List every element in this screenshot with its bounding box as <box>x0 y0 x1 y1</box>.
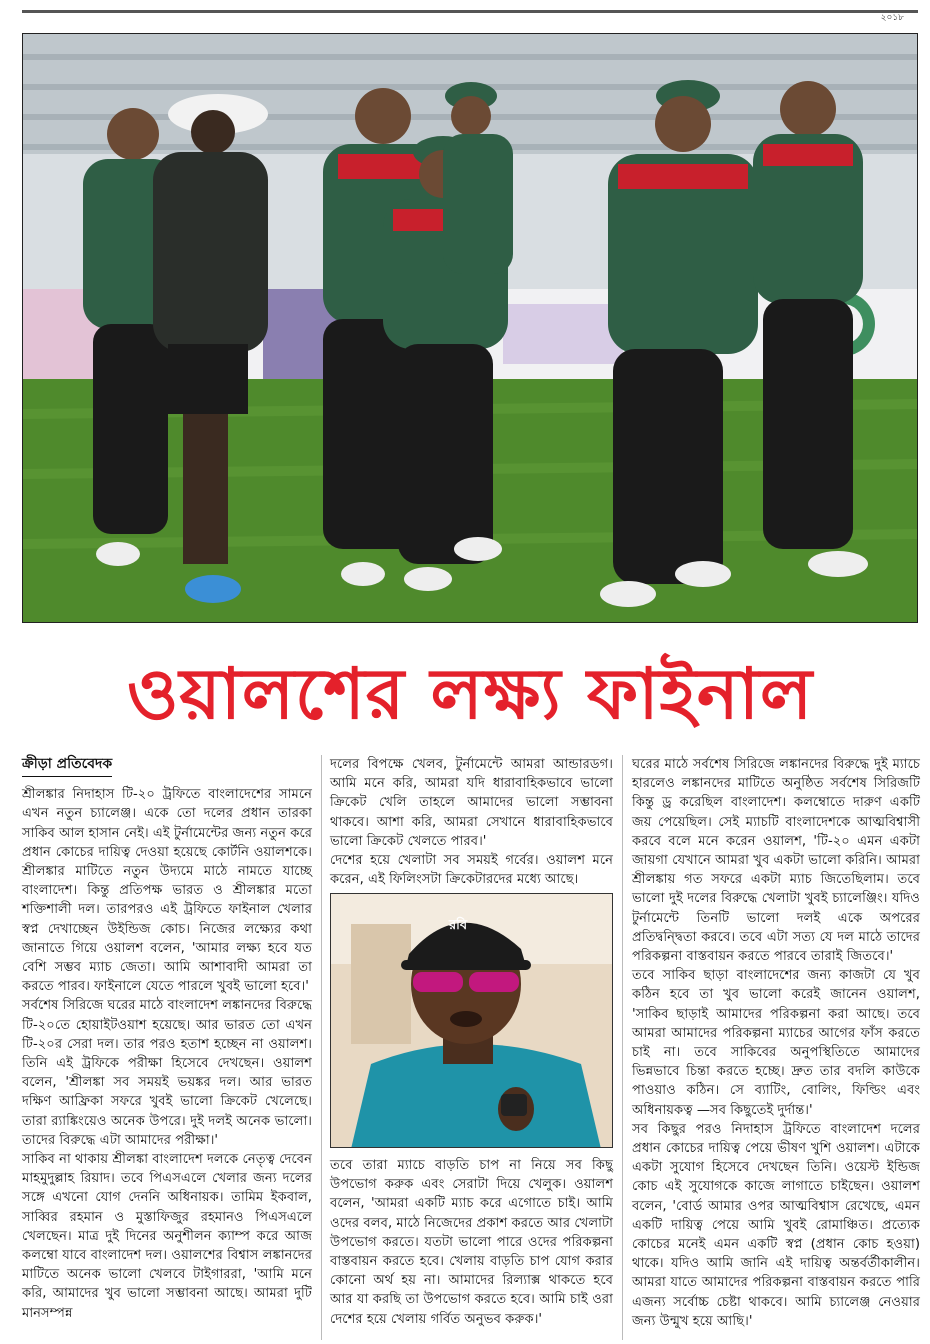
col2-paragraph: তবে তারা ম্যাচে বাড়তি চাপ না নিয়ে সব কিছু উপভোগ করুক এবং সেরাটা দিয়ে খেলুক। ওয়ালশ বলেন, 'আমরা একটি ম্যাচ করে এগোতে চাই। আমি ওদের বলব, মাঠে নিজেদের প্রকাশ করতে আর খেলাটা উপভোগ করতে। যতটা ভালো পারে ওদের পরিকল্পনা বাস্তবায়ন করতে হবে। খেলায় বাড়তি চাপ যোগ করার কোনো অর্থ হয় না। আমাদের রিল্যাক্স থাকতে হবে আর যা করছি তা উপভোগ করতে হবে। আমি চাই ওরা দেশের হয়ে খেলায় গর্বিত অনুভব করুক।' <box>330 1158 613 1327</box>
article-column-1 <box>22 755 312 1323</box>
team-training-photo <box>22 33 918 623</box>
headline: ওয়ালশের লক্ষ্য ফাইনাল <box>126 653 814 735</box>
article-column-2-top <box>330 755 613 889</box>
col1-paragraph: শ্রীলঙ্কার নিদাহাস টি-২০ ট্রফিতে বাংলাদেশের সামনে এখন নতুন চ্যালেঞ্জ। একে তো দলের প্রধান তারকা সাকিব আল হাসান নেই। এই টুর্নামেন্টের জন্য নতুন করে প্রধান কোচের দায়িত্ব দেওয়া হয়েছে কোর্টনি ওয়ালশকে। শ্রীলঙ্কার মাটিতে নতুন উদ্যমে মাঠে নামতে যাচ্ছে বাংলাদেশ। কিন্তু প্রতিপক্ষ ভারত ও শ্রীলঙ্কার মতো শক্তিশালী দল। তারপরও এই ট্রফিতে ফাইনাল খেলার স্বপ্ন দেখাচ্ছেন উইন্ডিজ কোচ। নিজের লক্ষ্যের কথা জানাতে গিয়ে ওয়ালশ বলেন, 'আমার লক্ষ্য হবে যত বেশি সম্ভব ম্যাচ জেতা। আমি আশাবাদী আমরা তা করতে পারব। ফাইনালে যেতে পারলে খুবই ভালো হবে।' <box>22 787 312 995</box>
inset-illustration <box>331 894 613 1148</box>
article-column-3 <box>632 755 920 1331</box>
photo-illustration <box>23 34 918 623</box>
article-column-2-bottom <box>330 1156 613 1329</box>
col1-paragraph: সর্বশেষ সিরিজে ঘরের মাঠে বাংলাদেশ লঙ্কানদের বিরুদ্ধে টি-২০তে হোয়াইটওয়াশ হয়েছে। আর ভারত তো এখন টি-২০র সেরা দল। তার পরও হতাশ হচ্ছেন না ওয়ালশ। তিনি এই ট্রফিকে পরীক্ষা হিসেবে দেখছেন। ওয়ালশ বলেন, 'শ্রীলঙ্কা সব সময়ই ভয়ঙ্কর দল। আর ভারত দক্ষিণ আফ্রিকা সফরে খুবই ভালো ক্রিকেট খেলেছে। তারা র‌্যাঙ্কিংয়েও অনেক উপরে। দুই দলই অনেক ভালো। তাদের বিরুদ্ধে এটা আমাদের পরীক্ষা।' <box>22 998 312 1148</box>
col2-paragraph: দেশের হয়ে খেলাটা সব সময়ই গর্বের। ওয়ালশ মনে করেন, এই ফিলিংসটা ক্রিকেটারদের মধ্যে আছে। <box>330 853 613 888</box>
col3-paragraph: সব কিছুর পরও নিদাহাস ট্রফিতে বাংলাদেশ দলের প্রধান কোচের দায়িত্ব পেয়ে ভীষণ খুশি ওয়ালশ। এটাকে একটা সুযোগ হিসেবে দেখছেন তিনি। ওয়েস্ট ইন্ডিজ কোচ এই সুযোগকে কাজে লাগাতে চাইছেন। ওয়ালশ বলেন, 'বোর্ড আমার ওপর আত্মবিশ্বাস রেখেছে, এমন একটি দায়িত্ব পেয়ে আমি খুবই রোমাঞ্চিত। প্রত্যেক কোচের মনেই এমন একটি স্বপ্ন (প্রধান কোচ হওয়া) থাকে। যদিও আমি জানি এই দায়িত্ব অন্তর্বর্তীকালীন। আমরা যাতে আমাদের পরিকল্পনা বাস্তবায়ন করতে পারি এজন্য সর্বোচ্চ চেষ্টা থাকবে। আমি চ্যালেঞ্জ নেওয়ার জন্য উন্মুখ হয়ে আছি।' <box>632 1121 920 1329</box>
col3-paragraph: তবে সাকিব ছাড়া বাংলাদেশের জন্য কাজটা যে খুব কঠিন হবে তা খুব ভালো করেই জানেন ওয়ালশ, 'সাকিব ছাড়াই আমাদের পরিকল্পনা করা আছে। তবে আমরা আমাদের পরিকল্পনা ম্যাচের আগের ফাঁস করতে চাই না। তবে সাকিবের অনুপস্থিতিতে আমাদের ভিন্নভাবে চিন্তা করতে হচ্ছে। দ্রুত তার বদলি কাউকে পাওয়াও কঠিন। সে ব্যাটিং, বোলিং, ফিল্ডিং এবং অধিনায়কত্ব —সব কিছুতেই দুর্দান্ত।' <box>632 968 920 1118</box>
coach-portrait-photo <box>330 893 613 1148</box>
col2-paragraph: দলের বিপক্ষে খেলব, টুর্নামেন্টে আমরা আন্ডারডগ। আমি মনে করি, আমরা যদি ধারাবাহিকভাবে ভালো ক্রিকেট খেলি তাহলে আমাদের ভালো সম্ভাবনা থাকবে। আশা করি, আমরা সেখানে ধারাবাহিকভাবে ভালো ক্রিকেট খেলতে পারব।' <box>330 757 613 849</box>
column-divider <box>321 755 322 1340</box>
col1-paragraph: সাকিব না থাকায় শ্রীলঙ্কা বাংলাদেশ দলকে নেতৃত্ব দেবেন মাহমুদুল্লাহ রিয়াদ। তবে পিএসএলে খেলার জন্য দলের সঙ্গে এখনো যোগ দেননি অধিনায়ক। তামিম ইকবাল, সাব্বির রহমান ও মুস্তাফিজুর রহমানও পিএসএলে খেলছেন। মাত্র দুই দিনের অনুশীলন ক্যাম্প করে আজ কলম্বো যাবে বাংলাদেশ দল। ওয়ালশের বিশ্বাস লঙ্কানদের মাটিতে অনেক ভালো খেলবে টাইগাররা, 'আমি মনে করি, আমাদের খুব ভালো সম্ভাবনা আছে। আমরা দুটি মানসম্পন্ন <box>22 1152 312 1321</box>
cap-logo-text: রবি <box>449 918 468 933</box>
col3-paragraph: ঘরের মাঠে সর্বশেষ সিরিজে লঙ্কানদের বিরুদ্ধে দুই ম্যাচে হারলেও লঙ্কানদের মাটিতে অনুষ্ঠিত সর্বশেষ সিরিজটি কিন্তু ড্র করেছিল বাংলাদেশ। কলম্বোতে দারুণ একটি জয় পেয়েছিল। সেই ম্যাচটি বাংলাদেশকে আত্মবিশ্বাসী করবে বলে মনে করেন ওয়ালশ, 'টি-২০ এমন একটা জায়গা যেখানে আমরা খুব একটা ভালো করিনি। আমরা শ্রীলঙ্কায় গত সফরে একটা ম্যাচ জিতেছিলাম। তবে ভালো দুই দলের বিরুদ্ধে খেলাটা খুবই চ্যালেঞ্জিং। যদিও টুর্নামেন্টে তিনটি ভালো দলই একে অপরের প্রতিদ্বন্দ্বিতা করবে। তবে এটা সত্য যে দল মাঠে তাদের পরিকল্পনা বাস্তবায়ন করতে পারবে তারাই জিতবে।' <box>632 757 920 965</box>
column-divider <box>622 755 623 1340</box>
byline: ক্রীড়া প্রতিবেদক <box>22 755 112 777</box>
header-strip-text: ২০১৮ <box>880 13 904 23</box>
top-rule <box>22 10 918 23</box>
